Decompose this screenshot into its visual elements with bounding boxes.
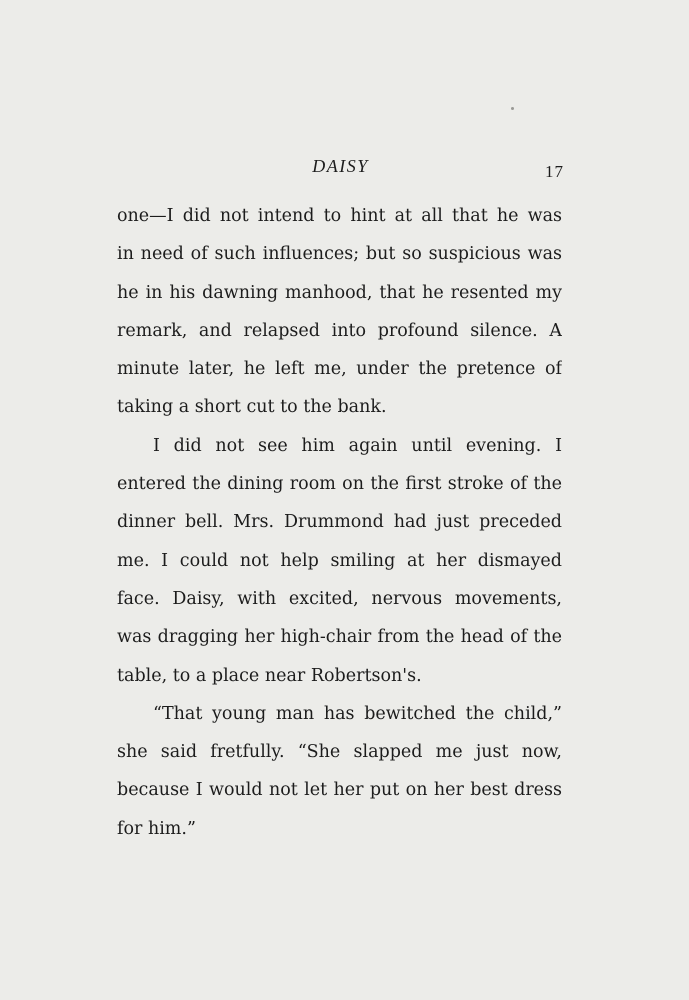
text-line: face. Daisy, with excited, nervous movements,: [117, 588, 562, 609]
text-line: dinner bell. Mrs. Drummond had just preceded: [117, 512, 562, 533]
text-line: in need of such influences; but so suspicious was: [117, 244, 562, 265]
body-text: [117, 197, 562, 848]
text-line: taking a short cut to the bank.: [117, 397, 387, 418]
text-line: remark, and relapsed into profound silence. A: [117, 320, 562, 341]
text-line: he in his dawning manhood, that he resented my: [117, 282, 562, 303]
running-header: [117, 156, 564, 182]
paragraph: [117, 197, 562, 427]
running-title: DAISY: [312, 156, 369, 176]
text-line: entered the dining room on the first stroke of the: [117, 474, 562, 495]
text-line: table, to a place near Robertson's.: [117, 665, 422, 686]
text-line: I did not see him again until evening. I: [153, 435, 562, 456]
text-line: she said fretfully. “She slapped me just now,: [117, 742, 562, 763]
text-line: was dragging her high-chair from the head of the: [117, 627, 562, 648]
text-line: one—I did not intend to hint at all that he was: [117, 206, 562, 226]
paragraph: [117, 427, 562, 695]
text-line: “That young man has bewitched the child,”: [153, 703, 562, 724]
page-number: 17: [545, 162, 564, 181]
text-line: because I would not let her put on her best dress: [117, 780, 562, 801]
paragraph: [117, 695, 562, 848]
text-line: me. I could not help smiling at her dismayed: [117, 550, 562, 571]
text-line: for him.”: [117, 818, 196, 839]
paper-speck: [511, 107, 514, 110]
text-line: minute later, he left me, under the pretence of: [117, 359, 562, 380]
